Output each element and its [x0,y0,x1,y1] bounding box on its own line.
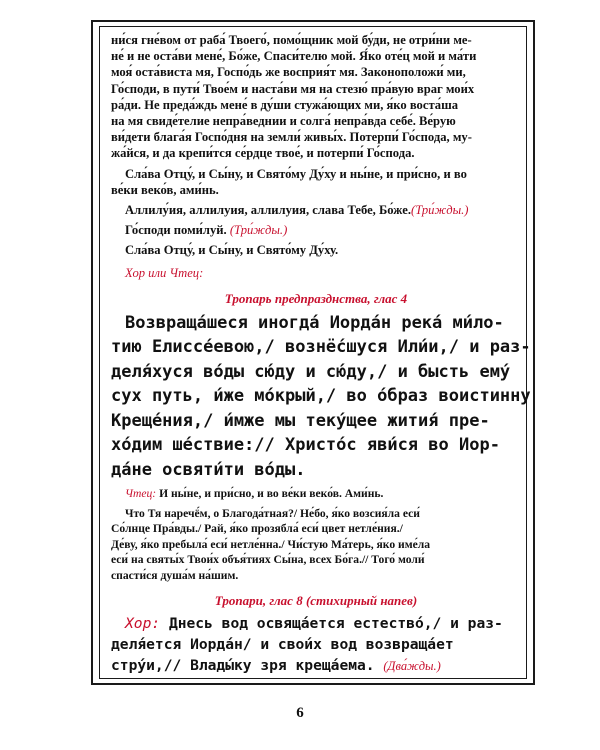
rubric-thrice: (Три́жды.) [411,203,469,218]
theotokion [111,506,521,584]
alleluia-text: Аллилу́ия, аллилуия, аллилуия, слава Тебе, Бо́же. [125,203,411,218]
heading-troparia-tone8: Тропари, глас 8 (стихирный напев) [214,593,418,609]
alleluia-line [111,202,521,218]
text-line: стру́и,// Влады́ку зря креща́ема. [111,657,375,675]
text-line: не́ и не оста́ви мене́, Бо́же, Спаси́телю мой. Я́ко оте́ц мой и ма́ти [111,49,477,64]
rubric-twice: (Два́жды.) [383,659,441,674]
glory-short-text: Сла́ва Отцу́, и Сы́ну, и Свято́му Ду́ху. [125,243,339,258]
text-line: на мя свиде́телие непра́веднии и солга́ непра́вда себе́. Ве́рую [111,114,456,129]
troparion-forefeast [111,311,531,483]
text-line: еси́ на святы́х Твои́х объя́тиях Сы́на, всех Бо́га.// Того́ моли́ [111,553,425,567]
glory-doxology [111,166,521,198]
reader-text: И ны́не, и при́сно, и во ве́ки веко́в. Ами́нь. [156,487,384,501]
text-line: Креще́ния,/ и́мже мы теку́щее жития́ пре- [111,410,490,431]
lord-have-mercy-line [111,222,521,238]
text-line: жа́йся, и да крепи́тся се́рдце твое́, и потерпи́ Го́спода. [111,146,415,161]
text-line: Возвраща́шеся иногда́ Иорда́н река́ ми́ло- [125,312,504,333]
lord-have-mercy-text: Го́споди поми́луй. [125,223,227,238]
text-line: Го́споди, в пути́ Твое́м и наста́ви мя на стезю́ пра́вую враг мои́х [111,81,475,96]
glory-short-line [111,242,521,258]
heading-troparion-forefeast: Тропарь предпразднства, глас 4 [224,290,408,306]
text-line: Со́лнце Пра́вды./ Рай, я́ко прозябла́ еси́ цвет нетле́ния./ [111,522,403,536]
rubric-thrice: (Три́жды.) [229,223,288,238]
text-line: спасти́ся душа́м на́шим. [111,568,239,582]
text-line: Что Тя наречё́м, о Благода́тная?/ Не́бо, я́ко возсия́ла еси́ [125,506,420,520]
text-line: деля́хуся во́ды сю́ду и сю́ду,/ и бысть ему́ [111,361,511,382]
text-line: ра́ди. Не преда́ждь мене́ в ду́ши стужа́ющих ми, я́ко воста́ша [111,97,459,112]
page-content [111,32,531,677]
text-line: Сла́ва Отцу́, и Сы́ну, и Свято́му Ду́ху и ны́не, и при́сно, и во [125,166,467,181]
choir-or-reader-line [111,265,521,281]
reader-rubric: Чтец: [125,487,157,501]
text-line: тию Елиссе́евою,/ вознё́сшуся Или́и,/ и раз- [111,337,531,358]
text-line: ве́ки веко́в, ами́нь. [111,182,219,197]
text-line: сух путь, и́же мо́крый,/ во о́браз воистинну [111,386,531,407]
text-line: да́не освяти́ти во́ды. [111,459,306,480]
text-line: моя́ оста́виста мя, Госпо́дь же восприя́т мя. Законоположи́ ми, [111,65,466,80]
reader-line [111,486,521,502]
text-line: ви́дети блага́я Госпо́дня на земли́ живы́х. Потерпи́ Го́спода, му- [111,130,472,145]
text-line: ни́ся гне́вом от раба́ Твоего́, помо́щник мой бу́ди, не отри́ни ме- [111,33,472,47]
text-line: Де́ву, я́ко пребыла́ еси́ нетле́нна./ Чи́стую Ма́терь, я́ко име́ла [111,537,431,551]
choir-rubric: Хор: [125,615,161,633]
choir-or-reader-rubric: Хор или Чтец: [125,265,204,280]
page-number: 6 [296,705,304,721]
text-line: хо́дим ше́ствие:// Христо́с яви́ся во Иор- [111,435,500,456]
text-line: Днесь вод освяща́ется естество́,/ и раз- [160,615,503,633]
text-line: деля́ется Иорда́н/ и свои́х вод возвраща́ет [111,636,454,654]
psalm-paragraph [111,32,521,162]
troparion-tone8 [111,613,521,677]
